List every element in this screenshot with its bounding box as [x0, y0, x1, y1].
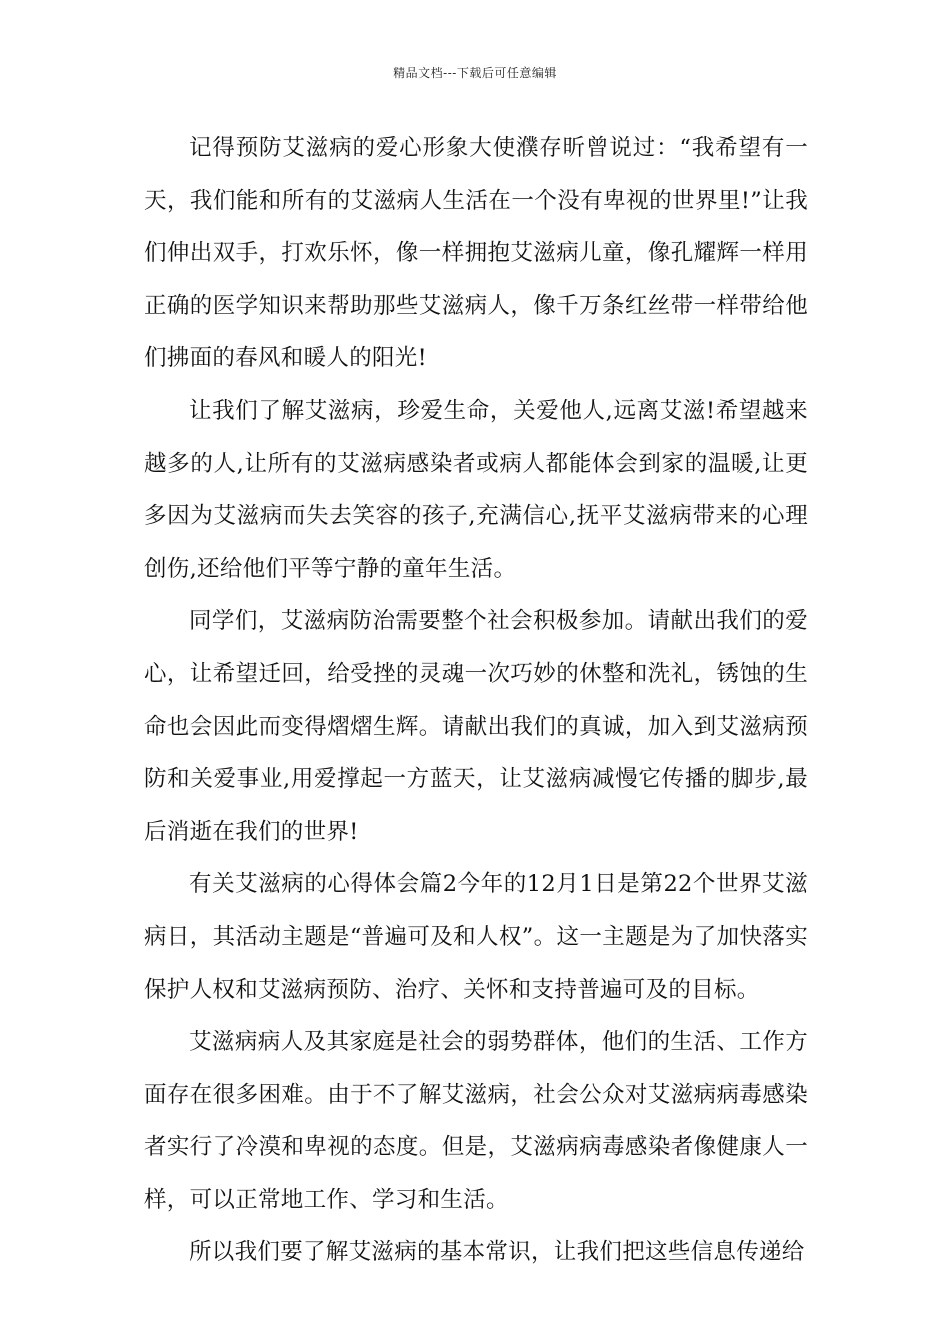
paragraph-1: 记得预防艾滋病的爱心形象大使濮存昕曾说过：“我希望有一天，我们能和所有的艾滋病人生活在一个没有卑视的世界里!”让我们伸出双手，打欢乐怀，像一样拥抱艾滋病儿童，像孔耀辉一样用正确的医学知识来帮助那些艾滋病人，像千万条红丝带一样带给他们拂面的春风和暖人的阳光! — [144, 135, 808, 372]
paragraph-6: 所以我们要了解艾滋病的基本常识，让我们把这些信息传递给 — [189, 1239, 805, 1266]
paragraph-2: 让我们了解艾滋病，珍爱生命，关爱他人,远离艾滋!希望越来越多的人,让所有的艾滋病感染者或病人都能体会到家的温暖,让更多因为艾滋病而失去笑容的孩子,充满信心,抚平艾滋病带来的心理创伤,还给他们平等宁静的童年生活。 — [144, 397, 808, 582]
paragraph-4: 有关艾滋病的心得体会篇2今年的12月1日是第22个世界艾滋病日，其活动主题是“普遍可及和人权”。这一主题是为了加快落实保护人权和艾滋病预防、治疗、关怀和支持普遍可及的目标。 — [144, 871, 808, 1003]
page-header: 精品文档---下载后可任意编辑 — [393, 66, 557, 80]
paragraph-3: 同学们，艾滋病防治需要整个社会积极参加。请献出我们的爱心，让希望迁回，给受挫的灵魂一次巧妙的休整和洗礼，锈蚀的生命也会因此而变得熠熠生辉。请献出我们的真诚，加入到艾滋病预防和关爱事业,用爱撑起一方蓝天，让艾滋病减慢它传播的脚步,最后消逝在我们的世界! — [144, 608, 808, 845]
document-body — [144, 122, 808, 1279]
paragraph-5: 艾滋病病人及其家庭是社会的弱势群体，他们的生活、工作方面存在很多困难。由于不了解艾滋病，社会公众对艾滋病病毒感染者实行了冷漠和卑视的态度。但是，艾滋病病毒感染者像健康人一样，可以正常地工作、学习和生活。 — [144, 1029, 808, 1213]
